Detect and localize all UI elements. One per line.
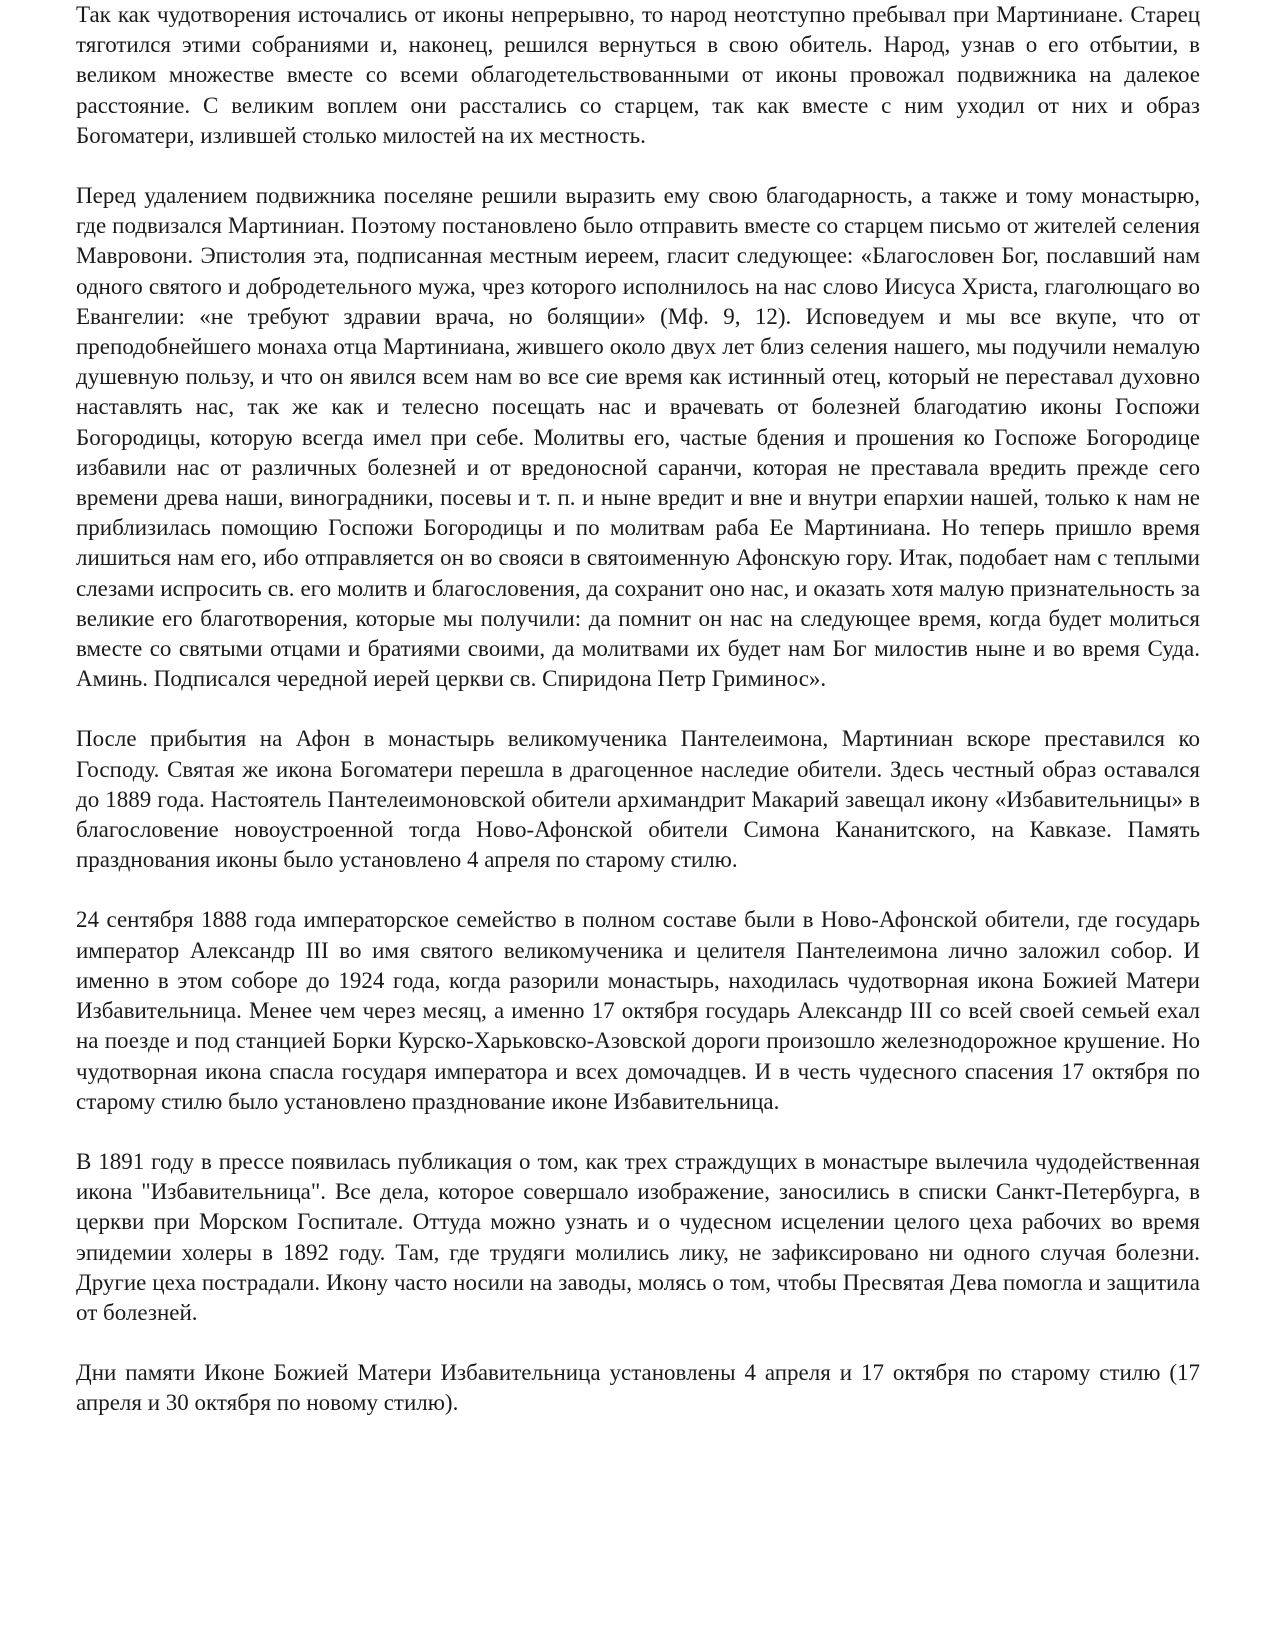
paragraph-martinian-departure: Так как чудотворения источались от иконы непрерывно, то народ неотступно пребывал при Мартиниане. Старец тяготился этими собраниями и, наконец, решился вернуться в свою обитель. Народ, узнав о его отбытии, в великом множестве вместе со всеми облагодетельствованными от иконы провожал подвижника на далекое расстояние. С великим воплем они расстались со старцем, так как вместе с ним уходил от них и образ Богоматери, излившей столько милостей на их местность. <box>76 2 1200 148</box>
paragraph-imperial-family: 24 сентября 1888 года императорское семейство в полном составе были в Ново-Афонской обители, где государь император Александр III во имя святого великомученика и целителя Пантелеимона лично заложил собор. И именно в этом соборе до 1924 года, когда разорили монастырь, находилась чудотворная икона Божией Матери Избавительница. Менее чем через месяц, а именно 17 октября государь Александр III со всей своей семьей ехал на поезде и под станцией Борки Курско-Харьковско-Азовской дороги произошло железнодорожное крушение. Но чудотворная икона спасла государя императора и всех домочадцев. И в честь чудесного спасения 17 октября по старому стилю было установлено празднование иконе Избавительница. <box>76 907 1200 1114</box>
paragraph-cholera-healing: В 1891 году в прессе появилась публикация о том, как трех страждущих в монастыре вылечила чудодейственная икона "Избавительница". Все дела, которое совершало изображение, заносились в списки Санкт-Петербурга, в церкви при Морском Госпитале. Оттуда можно узнать и о чудесном исцелении целого цеха рабочих во время эпидемии холеры в 1892 году. Там, где трудяги молились лику, не зафиксировано ни одного случая болезни. Другие цеха пострадали. Икону часто носили на заводы, молясь о том, чтобы Пресвятая Дева помогла и защитила от болезней. <box>76 1148 1200 1325</box>
document-page <box>76 0 1200 1449</box>
paragraph-villagers-letter: Перед удалением подвижника поселяне решили выразить ему свою благодарность, а также и тому монастырю, где подвизался Мартиниан. Поэтому постановлено было отправить вместе со старцем письмо от жителей селения Мавровони. Эпистолия эта, подписанная местным иереем, гласит следующее: «Благословен Бог, пославший нам одного святого и добродетельного мужа, чрез которого исполнилось на нас слово Иисуса Христа, глаголющаго во Евангелии: «не требуют здравии врача, но болящии» (Мф. 9, 12). Исповедуем и мы все вкупе, что от преподобнейшего монаха отца Мартиниана, жившего около двух лет близ селения нашего, мы подучили немалую душевную пользу, и что он явился всем нам во все сие время как истинный отец, который не переставал духовно наставлять нас, так же как и телесно посещать нас и врачевать от болезней благодатию иконы Госпожи Богородицы, которую всегда имел при себе. Молитвы его, частые бдения и прошения ко Госпоже Богородице избавили нас от различных болезней и от вредоносной саранчи, которая не преставала вредить прежде сего времени древа наши, виноградники, посевы и т. п. и ныне вредит и вне и внутри епархии нашей, только к нам не приблизилась помощию Госпожи Богородицы и по молитвам раба Ее Мартиниана. Но теперь пришло время лишиться нам его, ибо отправляется он во свояси в святоименную Афонскую гору. Итак, подобает нам с теплыми слезами испросить св. его молитв и благословения, да сохранит оно нас, и оказать хотя малую признательность за великие его благотворения, которые мы получили: да помнит он нас на следующее время, когда будет молиться вместе со святыми отцами и братиями своими, да молитвами их будет нам Бог милостив ныне и во время Суда. Аминь. Подписался чередной иерей церкви св. Спиридона Петр Гриминос». <box>76 183 1200 692</box>
paragraph-athos-arrival: После прибытия на Афон в монастырь великомученика Пантелеимона, Мартиниан вскоре преставился ко Господу. Святая же икона Богоматери перешла в драгоценное наследие обители. Здесь честный образ оставался до 1889 года. Настоятель Пантелеимоновской обители архимандрит Макарий завещал икону «Избавительницы» в благословение новоустроенной тогда Ново-Афонской обители Симона Кананитского, на Кавказе. Память празднования иконы было установлено 4 апреля по старому стилю. <box>76 726 1200 873</box>
paragraph-feast-days: Дни памяти Иконе Божией Матери Избавительница установлены 4 апреля и 17 октября по старому стилю (17 апреля и 30 октября по новому стилю). <box>76 1360 1200 1416</box>
